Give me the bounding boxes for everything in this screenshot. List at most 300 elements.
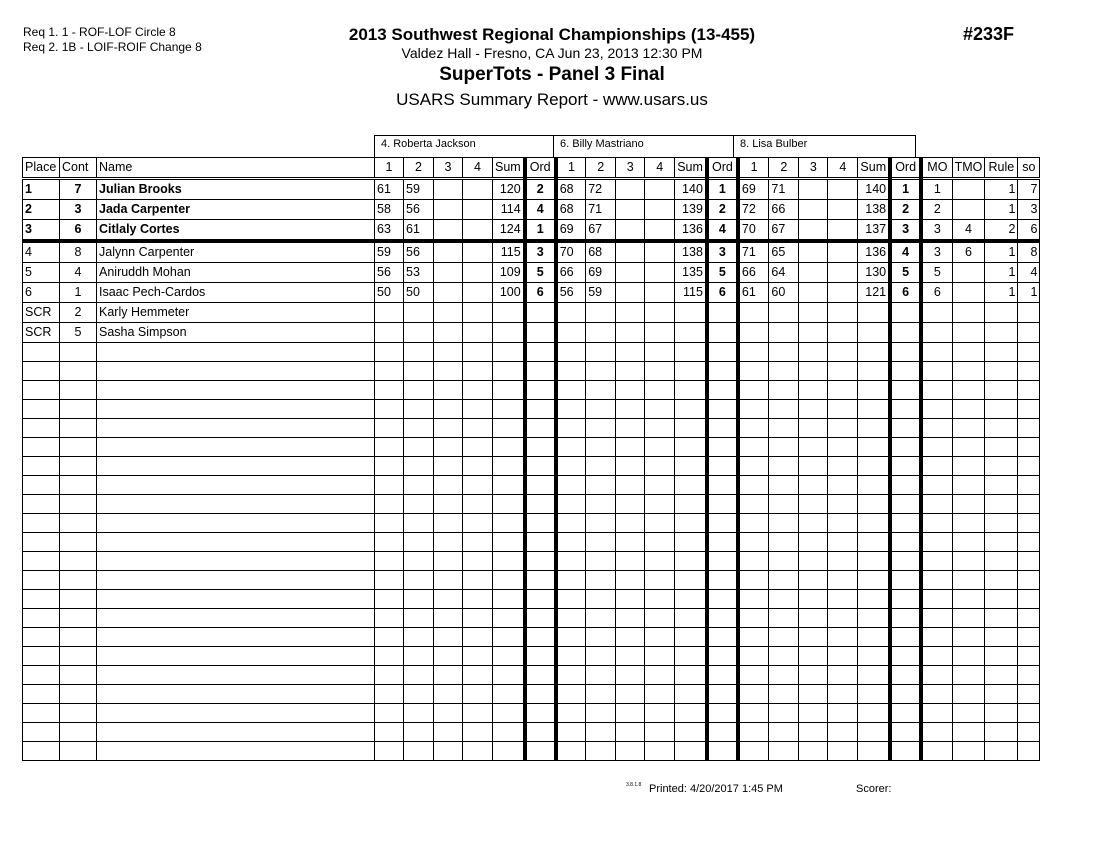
judge1-score-3-cell (434, 241, 463, 263)
judge2-score-1-cell: 69 (556, 220, 586, 242)
empty-cell (586, 438, 616, 457)
judge2-ordinal-cell: 5 (707, 263, 738, 283)
judge2-score-3-cell (616, 241, 645, 263)
empty-cell (23, 514, 60, 533)
col-mo: MO (921, 158, 952, 179)
empty-cell (60, 514, 97, 533)
judge3-sum-cell: 136 (858, 241, 890, 263)
judge2-score-2-cell: 67 (586, 220, 616, 242)
empty-cell (799, 685, 828, 704)
empty-cell (738, 704, 769, 723)
judge2-score-2-cell: 72 (586, 179, 616, 200)
empty-cell (769, 742, 799, 761)
empty-cell (1018, 381, 1040, 400)
judge2-score-3-cell (616, 200, 645, 220)
empty-cell (404, 457, 434, 476)
empty-cell (828, 362, 858, 381)
judge2-score-2-cell: 59 (586, 283, 616, 303)
empty-cell (645, 514, 675, 533)
judge3-score-4-cell (828, 241, 858, 263)
empty-cell (799, 438, 828, 457)
empty-cell (645, 609, 675, 628)
empty-cell (645, 742, 675, 761)
judge2-sum-cell: 136 (675, 220, 707, 242)
empty-cell (890, 419, 921, 438)
judge2-sum-cell: 139 (675, 200, 707, 220)
empty-cell (23, 704, 60, 723)
empty-cell (23, 628, 60, 647)
empty-cell (921, 704, 952, 723)
empty-cell (404, 571, 434, 590)
judge2-score-1-cell: 66 (556, 263, 586, 283)
empty-cell (738, 362, 769, 381)
empty-cell (675, 495, 707, 514)
empty-cell (434, 590, 463, 609)
empty-cell (921, 628, 952, 647)
empty-cell (586, 552, 616, 571)
empty-cell (828, 723, 858, 742)
empty-cell (434, 685, 463, 704)
empty-cell (799, 704, 828, 723)
empty-cell (60, 666, 97, 685)
judge2-ordinal-cell: 3 (707, 241, 738, 263)
empty-cell (434, 723, 463, 742)
empty-cell (675, 704, 707, 723)
empty-cell (858, 742, 890, 761)
empty-cell (921, 343, 952, 362)
empty-cell (799, 476, 828, 495)
empty-cell (586, 343, 616, 362)
empty-cell (828, 685, 858, 704)
empty-cell (586, 590, 616, 609)
empty-cell (586, 666, 616, 685)
judge1-score-1-cell: 59 (375, 241, 404, 263)
empty-cell (60, 628, 97, 647)
empty-cell (645, 552, 675, 571)
empty-cell (525, 381, 556, 400)
empty-cell (1018, 457, 1040, 476)
empty-cell (375, 457, 404, 476)
empty-cell (985, 362, 1018, 381)
empty-cell (985, 723, 1018, 742)
empty-cell (645, 438, 675, 457)
empty-cell (23, 723, 60, 742)
empty-cell (60, 476, 97, 495)
empty-row (23, 438, 1040, 457)
empty-cell (60, 362, 97, 381)
empty-cell (525, 400, 556, 419)
empty-cell (23, 457, 60, 476)
judge1-score-4-cell (463, 283, 493, 303)
empty-cell (707, 552, 738, 571)
empty-cell (952, 514, 985, 533)
empty-cell (556, 476, 586, 495)
empty-cell (556, 628, 586, 647)
judge3-sum-cell: 130 (858, 263, 890, 283)
empty-cell (97, 476, 375, 495)
empty-cell (769, 628, 799, 647)
empty-cell (493, 381, 525, 400)
empty-cell (707, 476, 738, 495)
empty-cell (707, 666, 738, 685)
empty-cell (921, 400, 952, 419)
empty-cell (921, 495, 952, 514)
empty-cell (952, 362, 985, 381)
empty-cell (738, 438, 769, 457)
empty-cell (985, 628, 1018, 647)
empty-cell (616, 533, 645, 552)
judge1-score-1-cell: 56 (375, 263, 404, 283)
empty-cell (493, 419, 525, 438)
empty-cell (858, 343, 890, 362)
empty-cell (985, 685, 1018, 704)
empty-cell (799, 723, 828, 742)
empty-cell (616, 685, 645, 704)
judge2-sum-cell: 135 (675, 263, 707, 283)
judge3-score-2-cell: 65 (769, 241, 799, 263)
empty-cell (434, 476, 463, 495)
empty-cell (890, 343, 921, 362)
empty-cell (858, 381, 890, 400)
empty-cell (985, 343, 1018, 362)
empty-cell (525, 609, 556, 628)
empty-cell (675, 533, 707, 552)
empty-cell (60, 419, 97, 438)
judge2-score-1-cell (556, 303, 586, 323)
empty-cell (921, 666, 952, 685)
judge2-score-4-cell (645, 323, 675, 343)
cont-cell: 8 (60, 241, 97, 263)
empty-cell (525, 533, 556, 552)
empty-cell (675, 343, 707, 362)
empty-cell (463, 533, 493, 552)
empty-cell (707, 362, 738, 381)
empty-row (23, 590, 1040, 609)
col-tmo: TMO (952, 158, 985, 179)
judge2-score-2-cell: 71 (586, 200, 616, 220)
empty-cell (799, 362, 828, 381)
judge1-ordinal-cell: 6 (525, 283, 556, 303)
empty-cell (375, 476, 404, 495)
empty-cell (434, 495, 463, 514)
empty-cell (586, 381, 616, 400)
judge2-score-1-cell: 70 (556, 241, 586, 263)
empty-cell (60, 704, 97, 723)
empty-cell (60, 533, 97, 552)
judge1-score-4-cell (463, 323, 493, 343)
empty-cell (97, 628, 375, 647)
judge1-score-2-cell (404, 323, 434, 343)
empty-cell (60, 647, 97, 666)
empty-cell (23, 609, 60, 628)
event-number: #233F (963, 24, 1015, 44)
empty-cell (556, 381, 586, 400)
empty-cell (799, 647, 828, 666)
rule-cell: 1 (985, 179, 1018, 200)
empty-cell (1018, 552, 1040, 571)
empty-cell (434, 742, 463, 761)
table-row (23, 303, 1040, 323)
empty-cell (645, 381, 675, 400)
empty-cell (493, 495, 525, 514)
empty-cell (375, 590, 404, 609)
empty-cell (738, 609, 769, 628)
empty-cell (952, 704, 985, 723)
judge3-score-1-cell: 71 (738, 241, 769, 263)
empty-cell (463, 590, 493, 609)
empty-cell (60, 457, 97, 476)
empty-cell (985, 609, 1018, 628)
judge-header-1: 4. Roberta Jackson (374, 135, 554, 157)
empty-cell (60, 685, 97, 704)
empty-cell (1018, 647, 1040, 666)
empty-cell (952, 495, 985, 514)
empty-cell (493, 571, 525, 590)
empty-cell (890, 495, 921, 514)
empty-cell (525, 438, 556, 457)
empty-cell (858, 552, 890, 571)
empty-cell (828, 628, 858, 647)
empty-cell (404, 514, 434, 533)
j1-col-4: 4 (463, 158, 493, 179)
empty-cell (404, 723, 434, 742)
judge3-score-4-cell (828, 323, 858, 343)
empty-cell (23, 362, 60, 381)
empty-cell (921, 552, 952, 571)
mo-cell: 5 (921, 263, 952, 283)
j2-col-2: 2 (586, 158, 616, 179)
empty-row (23, 628, 1040, 647)
empty-cell (463, 457, 493, 476)
judge3-score-3-cell (799, 323, 828, 343)
empty-cell (616, 381, 645, 400)
empty-cell (799, 590, 828, 609)
empty-cell (890, 400, 921, 419)
empty-cell (828, 533, 858, 552)
empty-cell (707, 457, 738, 476)
empty-cell (738, 419, 769, 438)
empty-cell (404, 590, 434, 609)
empty-cell (799, 742, 828, 761)
empty-row (23, 514, 1040, 533)
requirement-2: Req 2. 1B - LOIF-ROIF Change 8 (23, 40, 202, 54)
empty-cell (23, 381, 60, 400)
empty-cell (799, 400, 828, 419)
empty-cell (675, 628, 707, 647)
tmo-cell (952, 200, 985, 220)
empty-cell (675, 666, 707, 685)
empty-cell (952, 609, 985, 628)
empty-cell (463, 419, 493, 438)
empty-cell (375, 495, 404, 514)
empty-cell (586, 400, 616, 419)
name-cell: Isaac Pech-Cardos (97, 283, 375, 303)
j2-col-3: 3 (616, 158, 645, 179)
empty-cell (769, 476, 799, 495)
judge3-score-1-cell (738, 303, 769, 323)
empty-cell (738, 571, 769, 590)
empty-cell (799, 666, 828, 685)
empty-cell (556, 438, 586, 457)
empty-cell (375, 647, 404, 666)
name-cell: Jada Carpenter (97, 200, 375, 220)
judge2-ordinal-cell: 6 (707, 283, 738, 303)
empty-cell (493, 438, 525, 457)
judge3-ordinal-cell: 5 (890, 263, 921, 283)
empty-cell (556, 742, 586, 761)
name-cell: Sasha Simpson (97, 323, 375, 343)
empty-cell (97, 514, 375, 533)
empty-cell (60, 343, 97, 362)
empty-cell (645, 400, 675, 419)
judge1-sum-cell: 100 (493, 283, 525, 303)
empty-cell (952, 457, 985, 476)
empty-cell (645, 362, 675, 381)
empty-cell (463, 400, 493, 419)
place-cell: 1 (23, 179, 60, 200)
software-version: 3.8.1.8 (626, 782, 642, 788)
judge3-score-4-cell (828, 220, 858, 242)
empty-cell (616, 362, 645, 381)
empty-cell (434, 400, 463, 419)
empty-cell (525, 362, 556, 381)
empty-cell (952, 419, 985, 438)
empty-cell (738, 381, 769, 400)
empty-cell (60, 590, 97, 609)
empty-cell (952, 400, 985, 419)
empty-cell (463, 495, 493, 514)
judge1-score-2-cell: 59 (404, 179, 434, 200)
empty-cell (738, 533, 769, 552)
cont-cell: 2 (60, 303, 97, 323)
empty-cell (952, 666, 985, 685)
empty-cell (1018, 685, 1040, 704)
empty-cell (375, 742, 404, 761)
empty-cell (525, 742, 556, 761)
empty-cell (738, 647, 769, 666)
empty-cell (890, 742, 921, 761)
empty-cell (493, 723, 525, 742)
judge1-sum-cell (493, 323, 525, 343)
empty-cell (890, 609, 921, 628)
empty-cell (434, 381, 463, 400)
empty-cell (375, 723, 404, 742)
so-cell (1018, 303, 1040, 323)
empty-cell (890, 514, 921, 533)
tmo-cell (952, 323, 985, 343)
empty-cell (616, 514, 645, 533)
empty-cell (675, 609, 707, 628)
empty-cell (375, 343, 404, 362)
j2-col-sum: Sum (675, 158, 707, 179)
empty-cell (586, 628, 616, 647)
tmo-cell (952, 303, 985, 323)
empty-cell (463, 514, 493, 533)
empty-cell (645, 685, 675, 704)
empty-cell (493, 742, 525, 761)
empty-cell (1018, 495, 1040, 514)
empty-cell (769, 666, 799, 685)
empty-cell (890, 647, 921, 666)
empty-cell (890, 666, 921, 685)
empty-cell (828, 609, 858, 628)
empty-cell (985, 476, 1018, 495)
empty-cell (23, 400, 60, 419)
empty-cell (985, 666, 1018, 685)
judge1-sum-cell: 124 (493, 220, 525, 242)
judge3-score-4-cell (828, 200, 858, 220)
empty-cell (23, 438, 60, 457)
judge1-score-4-cell (463, 200, 493, 220)
judge1-score-3-cell (434, 323, 463, 343)
mo-cell (921, 303, 952, 323)
empty-cell (675, 476, 707, 495)
judge3-score-4-cell (828, 263, 858, 283)
empty-cell (493, 628, 525, 647)
empty-cell (738, 495, 769, 514)
judge1-score-3-cell (434, 179, 463, 200)
empty-cell (645, 343, 675, 362)
empty-cell (1018, 628, 1040, 647)
empty-cell (858, 590, 890, 609)
empty-cell (707, 628, 738, 647)
mo-cell: 3 (921, 220, 952, 242)
judge2-score-4-cell (645, 220, 675, 242)
empty-cell (97, 533, 375, 552)
empty-cell (23, 533, 60, 552)
empty-cell (738, 476, 769, 495)
judge1-score-1-cell: 50 (375, 283, 404, 303)
empty-cell (858, 723, 890, 742)
empty-cell (645, 590, 675, 609)
judge2-score-2-cell (586, 323, 616, 343)
empty-cell (985, 514, 1018, 533)
empty-cell (985, 742, 1018, 761)
empty-cell (675, 457, 707, 476)
j1-col-ord: Ord (525, 158, 556, 179)
empty-cell (921, 685, 952, 704)
empty-cell (60, 742, 97, 761)
empty-cell (1018, 704, 1040, 723)
so-cell: 1 (1018, 283, 1040, 303)
empty-cell (952, 628, 985, 647)
empty-cell (828, 666, 858, 685)
empty-cell (493, 647, 525, 666)
empty-cell (675, 362, 707, 381)
judge2-score-4-cell (645, 200, 675, 220)
empty-cell (828, 343, 858, 362)
empty-cell (375, 381, 404, 400)
judge1-score-3-cell (434, 303, 463, 323)
judge1-score-1-cell: 63 (375, 220, 404, 242)
empty-cell (97, 457, 375, 476)
empty-cell (952, 343, 985, 362)
empty-row (23, 685, 1040, 704)
empty-cell (434, 343, 463, 362)
empty-cell (769, 609, 799, 628)
empty-cell (738, 552, 769, 571)
empty-cell (1018, 400, 1040, 419)
empty-cell (556, 704, 586, 723)
empty-cell (828, 476, 858, 495)
judge3-score-2-cell: 67 (769, 220, 799, 242)
empty-cell (616, 723, 645, 742)
empty-cell (556, 495, 586, 514)
empty-cell (675, 723, 707, 742)
empty-cell (707, 514, 738, 533)
empty-cell (586, 704, 616, 723)
requirement-1: Req 1. 1 - ROF-LOF Circle 8 (23, 25, 176, 39)
